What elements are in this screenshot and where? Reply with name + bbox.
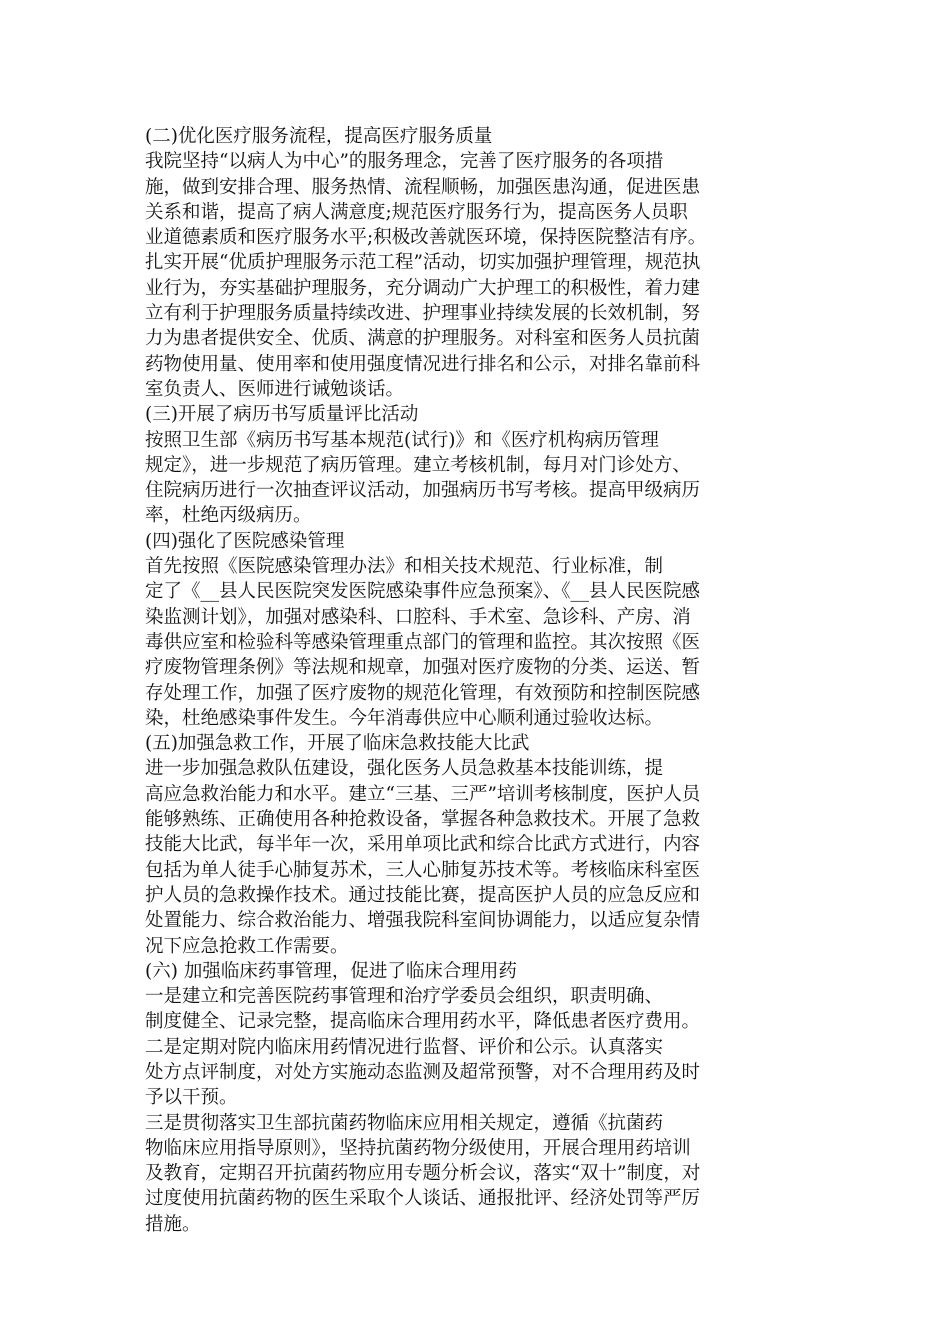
paragraph-line: 处置能力、综合救治能力、增强我院科室间协调能力，以适应复杂情 — [145, 910, 701, 932]
paragraph-line: 能够熟练、正确使用各种抢救设备，掌握各种急救技术。开展了急救 — [145, 809, 701, 831]
paragraph-line: 及教育，定期召开抗菌药物应用专题分析会议，落实“双十”制度，对 — [145, 1163, 701, 1185]
paragraph-line: 三是贯彻落实卫生部抗菌药物临床应用相关规定，遵循《抗菌药 — [145, 1112, 664, 1134]
paragraph-line: 业道德素质和医疗服务水平;积极改善就医环境，保持医院整洁有序。 — [145, 227, 707, 249]
section-heading: (二)优化医疗服务流程，提高医疗服务质量 — [145, 126, 493, 147]
paragraph-line: 定了《__县人民医院突发医院感染事件应急预案》、《__县人民医院感 — [145, 581, 701, 603]
paragraph-line: 染监测计划》，加强对感染科、口腔科、手术室、急诊科、产房、消 — [145, 606, 691, 628]
paragraph-line: 疗废物管理条例》等法规和规章，加强对医疗废物的分类、运送、暂 — [145, 657, 701, 679]
paragraph-line: 施，做到安排合理、服务热情、流程顺畅，加强医患沟通，促进医患 — [145, 176, 701, 198]
document-page — [145, 124, 765, 1237]
paragraph-line: 过度使用抗菌药物的医生采取个人谈话、通报批评、经济处罚等严厉 — [145, 1188, 701, 1210]
paragraph-line: 业行为，夯实基础护理服务，充分调动广大护理工的积极性，着力建 — [145, 277, 701, 299]
paragraph-line: 力为患者提供安全、优质、满意的护理服务。对科室和医务人员抗菌 — [145, 328, 701, 350]
section-heading: (三)开展了病历书写质量评比活动 — [145, 404, 419, 426]
paragraph-line: 一是建立和完善医院药事管理和治疗学委员会组织，职责明确、 — [145, 986, 664, 1008]
paragraph-line: 扎实开展“优质护理服务示范工程”活动，切实加强护理管理，规范执 — [145, 252, 701, 274]
paragraph-line: 技能大比武，每半年一次，采用单项比武和综合比武方式进行，内容 — [145, 834, 701, 856]
paragraph-line: 首先按照《医院感染管理办法》和相关技术规范、行业标准，制 — [145, 556, 664, 578]
paragraph-line: 按照卫生部《病历书写基本规范(试行)》和《医疗机构病历管理 — [145, 429, 659, 451]
paragraph-line: 高应急救治能力和水平。建立“三基、三严”培训考核制度，医护人员 — [145, 783, 701, 805]
paragraph-line: 室负责人、医师进行诫勉谈话。 — [145, 378, 405, 400]
paragraph-line: 制度健全、记录完整，提高临床合理用药水平，降低患者医疗费用。 — [145, 1011, 701, 1033]
paragraph-line: 关系和谐，提高了病人满意度;规范医疗服务行为，提高医务人员职 — [145, 201, 688, 223]
paragraph-line: 规定》，进一步规范了病历管理。建立考核机制，每月对门诊处方、 — [145, 454, 691, 476]
paragraph-line: 措施。 — [145, 1213, 201, 1235]
paragraph-line: 率，杜绝丙级病历。 — [145, 505, 312, 527]
paragraph-line: 包括为单人徒手心肺复苏术，三人心肺复苏技术等。考核临床科室医 — [145, 859, 701, 881]
paragraph-line: 毒供应室和检验科等感染管理重点部门的管理和监控。其次按照《医 — [145, 631, 701, 653]
paragraph-line: 住院病历进行一次抽查评议活动，加强病历书写考核。提高甲级病历 — [145, 480, 701, 502]
section-heading: (六) 加强临床药事管理，促进了临床合理用药 — [145, 960, 517, 982]
paragraph-line: 染，杜绝感染事件发生。今年消毒供应中心顺利通过验收达标。 — [145, 707, 664, 729]
section-heading: (四)强化了医院感染管理 — [145, 530, 345, 552]
paragraph-line: 予以干预。 — [145, 1087, 238, 1109]
paragraph-line: 二是定期对院内临床用药情况进行监督、评价和公示。认真落实 — [145, 1036, 664, 1058]
paragraph-line: 进一步加强急救队伍建设，强化医务人员急救基本技能训练，提 — [145, 758, 664, 780]
paragraph-line: 护人员的急救操作技术。通过技能比赛，提高医护人员的应急反应和 — [145, 884, 701, 906]
paragraph-line: 处方点评制度，对处方实施动态监测及超常预警，对不合理用药及时 — [145, 1061, 701, 1083]
paragraph-line: 存处理工作，加强了医疗废物的规范化管理，有效预防和控制医院感 — [145, 682, 701, 704]
paragraph-line: 况下应急抢救工作需要。 — [145, 935, 349, 957]
paragraph-line: 药物使用量、使用率和使用强度情况进行排名和公示，对排名靠前科 — [145, 353, 701, 375]
section-heading: (五)加强急救工作，开展了临床急救技能大比武 — [145, 733, 530, 755]
paragraph-line: 我院坚持“以病人为中心”的服务理念，完善了医疗服务的各项措 — [145, 151, 664, 173]
paragraph-line: 立有利于护理服务质量持续改进、护理事业持续发展的长效机制，努 — [145, 303, 701, 325]
paragraph-line: 物临床应用指导原则》，坚持抗菌药物分级使用，开展合理用药培训 — [145, 1137, 691, 1159]
